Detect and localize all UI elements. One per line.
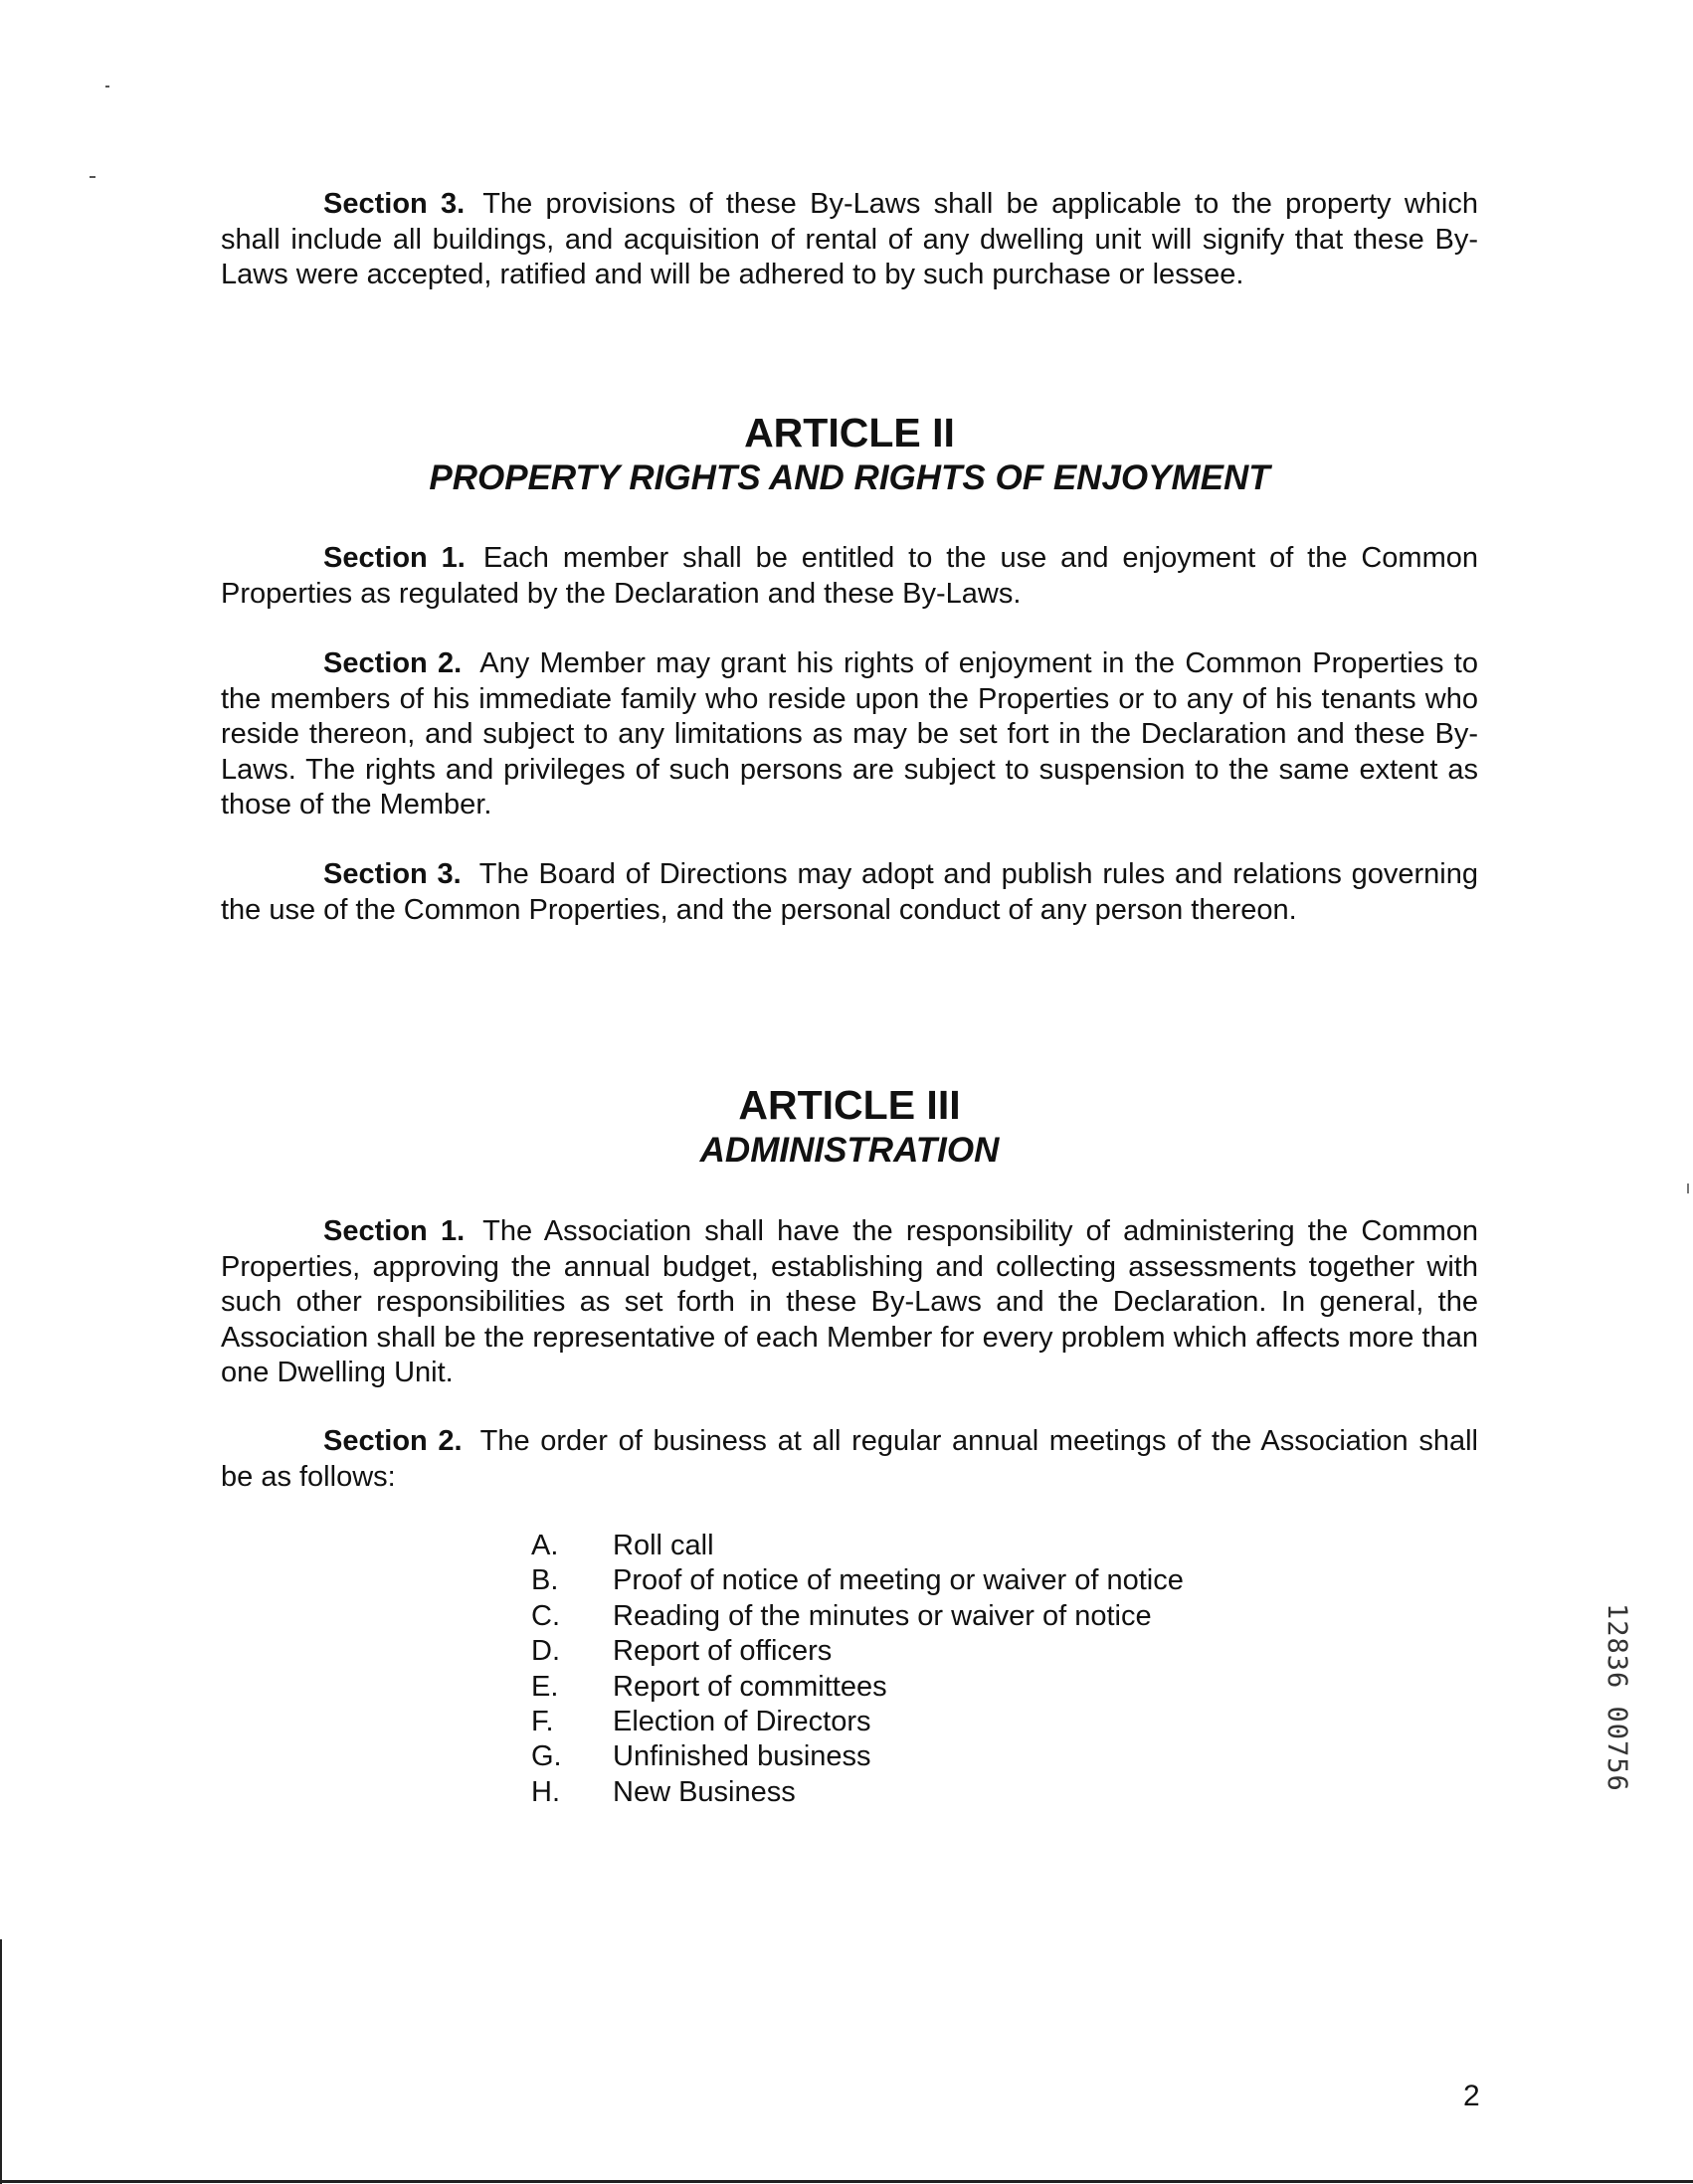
article-subtitle: ADMINISTRATION xyxy=(699,1131,1000,1170)
article-3-section-1 xyxy=(221,1214,1478,1391)
section-label: Section 1. xyxy=(323,542,466,574)
list-item xyxy=(531,1705,1184,1739)
list-text: Proof of notice of meeting or waiver of notice xyxy=(613,1564,1184,1597)
list-letter: B. xyxy=(531,1564,559,1597)
article-title: ARTICLE III xyxy=(738,1082,961,1128)
list-letter: D. xyxy=(531,1635,560,1668)
list-letter: E. xyxy=(531,1670,559,1703)
list-text: Reading of the minutes or waiver of notice xyxy=(613,1599,1152,1632)
list-letter: F. xyxy=(531,1705,554,1737)
section-text: The Association shall have the responsibility of administering the Common Properties, approving the annual budget, establishing and collecting assessments together with such other responsibilities as set forth in these By-Laws and the Declaration. In general, the Association shall be the representative of each Member for every problem which affects more than one Dwelling Unit. xyxy=(221,1215,1478,1388)
section-label: Section 2. xyxy=(323,647,463,679)
list-text: Report of officers xyxy=(613,1635,833,1668)
list-item xyxy=(531,1670,1184,1705)
list-item xyxy=(531,1599,1184,1634)
list-item xyxy=(531,1634,1184,1669)
section-text: Each member shall be entitled to the use and enjoyment of the Common Properties as regulated by the Declaration and these By-Laws. xyxy=(221,542,1478,610)
scan-border xyxy=(0,2180,1693,2183)
list-letter: C. xyxy=(531,1599,560,1632)
section-label: Section 3. xyxy=(323,858,462,890)
section-label: Section 3. xyxy=(323,188,466,220)
article-3-heading xyxy=(221,1081,1478,1173)
section-label: Section 1. xyxy=(323,1215,466,1247)
list-letter: G. xyxy=(531,1740,562,1773)
list-text: Unfinished business xyxy=(613,1740,871,1773)
article-2-heading xyxy=(221,409,1478,500)
list-text: Election of Directors xyxy=(613,1705,871,1737)
list-item xyxy=(531,1563,1184,1598)
list-text: Report of committees xyxy=(613,1670,887,1703)
article-2-section-3 xyxy=(221,857,1478,928)
list-letter: A. xyxy=(531,1530,559,1561)
list-text: Roll call xyxy=(613,1530,714,1561)
section-text: The order of business at all regular annual meetings of the Association shall be as follows: xyxy=(221,1425,1478,1493)
scan-speck xyxy=(105,86,109,88)
scan-speck xyxy=(1687,1183,1689,1193)
list-text: New Business xyxy=(613,1775,796,1808)
scan-speck xyxy=(90,176,95,178)
order-of-business-list xyxy=(531,1529,1184,1810)
page-number: 2 xyxy=(1463,2080,1480,2112)
article-subtitle: PROPERTY RIGHTS AND RIGHTS OF ENJOYMENT xyxy=(429,458,1270,497)
article-1-section-3 xyxy=(221,187,1478,293)
list-item xyxy=(531,1529,1184,1563)
article-2-section-1 xyxy=(221,541,1478,612)
article-3-section-2 xyxy=(221,1424,1478,1495)
section-text: Any Member may grant his rights of enjoyment in the Common Properties to the members of his immediate family who reside upon the Properties or to any of his tenants who reside thereon, and subject to any limitations as may be set fort in the Declaration and these By-Laws. The rights and privileges of such persons are subject to suspension to the same extent as those of the Member. xyxy=(221,647,1478,820)
scan-border xyxy=(0,1939,2,2184)
section-label: Section 2. xyxy=(323,1425,463,1457)
list-letter: H. xyxy=(531,1775,560,1808)
section-text: The provisions of these By-Laws shall be applicable to the property which shall include all buildings, and acquisition of rental of any dwelling unit will signify that these By-Laws were accepted, ratified and will be adhered to by such purchase or lessee. xyxy=(221,188,1478,290)
article-2-section-2 xyxy=(221,646,1478,823)
list-item xyxy=(531,1739,1184,1774)
article-title: ARTICLE II xyxy=(744,410,955,455)
list-item xyxy=(531,1775,1184,1810)
recording-stamp: 12836 00756 xyxy=(1601,1603,1632,1792)
section-text: The Board of Directions may adopt and publish rules and relations governing the use of the Common Properties, and the personal conduct of any person thereon. xyxy=(221,858,1478,926)
